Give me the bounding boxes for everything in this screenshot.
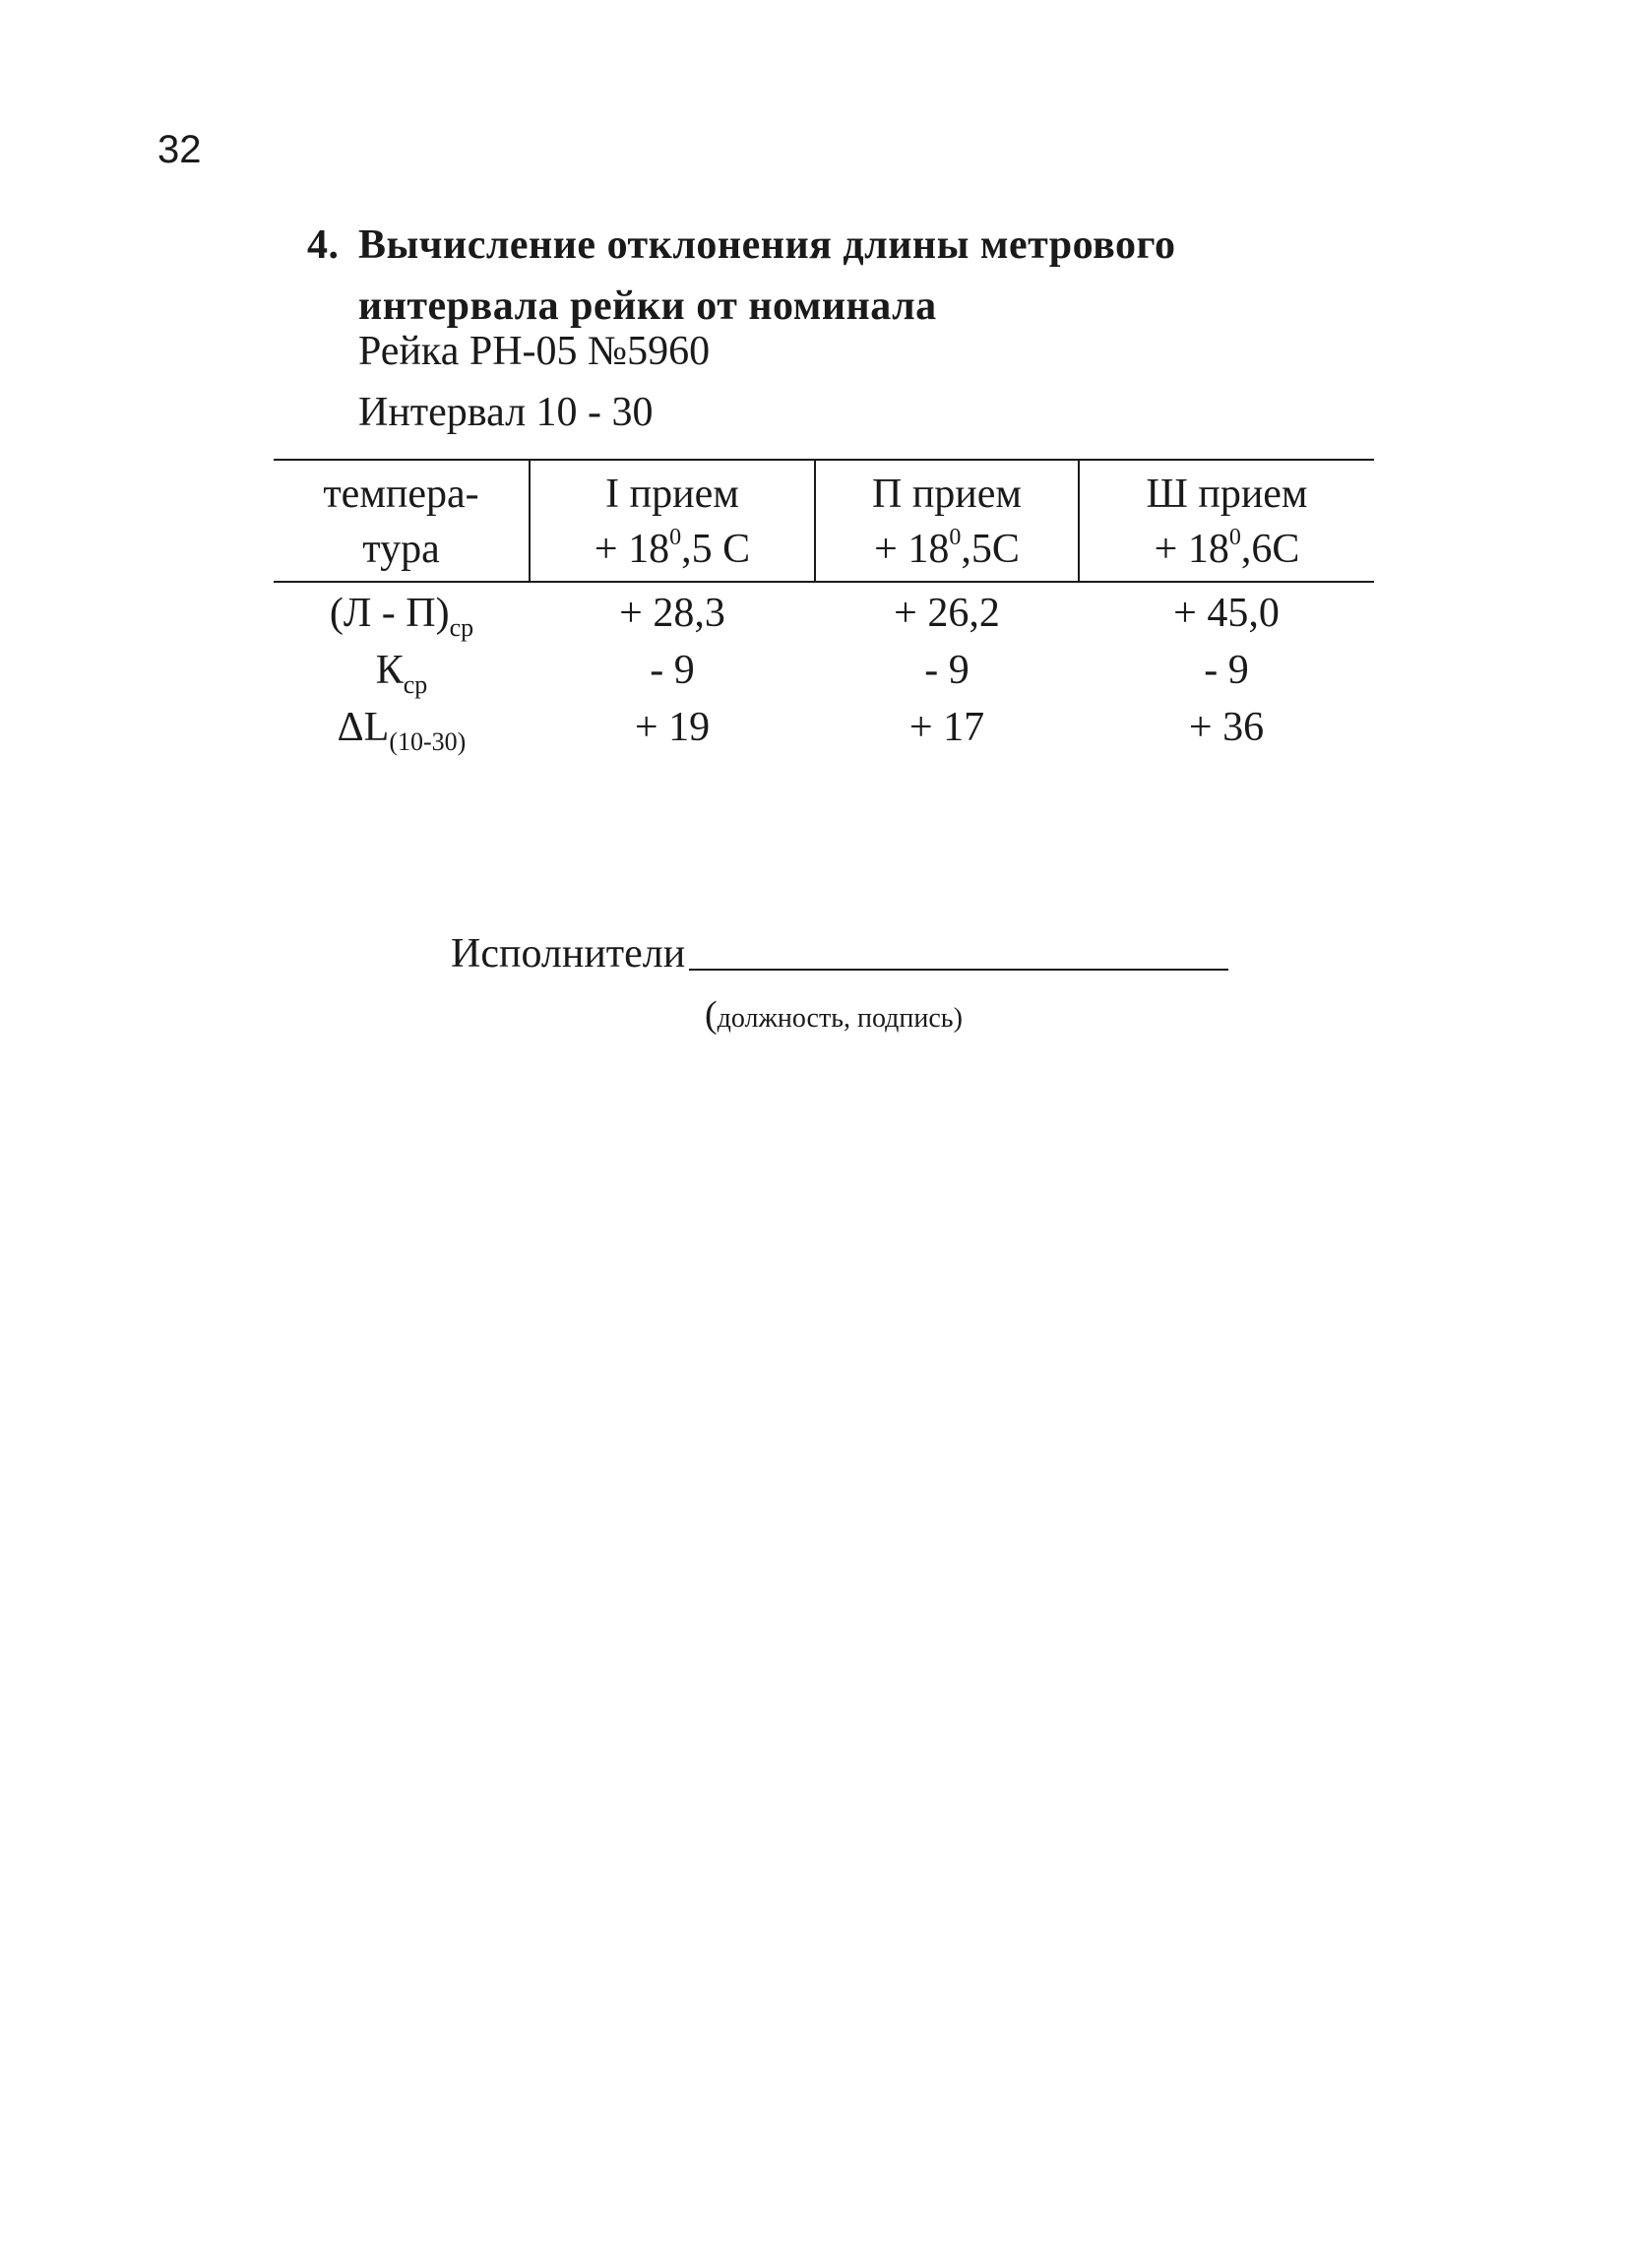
reception-title: I прием [605, 472, 739, 517]
row-label: $\Delta L_{(10-30)}$ [337, 705, 467, 756]
table-cell: + 26,2 [894, 591, 1000, 636]
table-row [274, 699, 1374, 756]
reception-temperature: + $18^0,6С$ [1154, 525, 1300, 572]
table-cell: + 28,3 [619, 591, 725, 636]
header-row [274, 460, 1374, 582]
header-reception-2 [815, 460, 1079, 582]
header-temperature-line2: тура [362, 527, 440, 572]
table-row [274, 582, 1374, 642]
section-heading [307, 215, 1390, 337]
header-reception-1 [530, 460, 815, 582]
interval-label: Интервал 10 - 30 [358, 390, 654, 435]
page-number: 32 [157, 128, 202, 171]
table-cell: + 17 [908, 705, 985, 750]
table-cell: + 45,0 [1173, 591, 1280, 636]
results-table [274, 459, 1374, 756]
row-label: $(Л - П)_{ср}$ [329, 591, 474, 642]
header-temperature [274, 460, 530, 582]
table-cell: - 9 [924, 648, 970, 693]
header-temperature-line1: темпера- [323, 472, 479, 517]
table-cell: + 19 [634, 705, 711, 750]
signature-caption: (должность, подпись) [705, 994, 963, 1036]
table-cell: + 36 [1188, 705, 1265, 750]
section-number: 4. [307, 222, 340, 268]
reception-temperature: + $18^0,5С$ [874, 525, 1020, 572]
signature-label: Исполнители [451, 931, 686, 976]
reception-title: Ш прием [1146, 472, 1308, 517]
reception-temperature: + $18^0,5$ С [594, 525, 751, 572]
header-reception-3 [1079, 460, 1374, 582]
rail-id: Рейка РН-05 №5960 [358, 329, 711, 374]
signature-block [451, 933, 1228, 975]
heading-line-1: Вычисление отклонения длины метрового [358, 222, 1176, 268]
table-cell: - 9 [1204, 648, 1249, 693]
reception-title: П прием [871, 472, 1022, 517]
table-row [274, 642, 1374, 699]
row-label: $К_{ср}$ [375, 648, 428, 699]
heading-line-2: интервала рейки от номинала [358, 284, 937, 329]
signature-line [689, 969, 1228, 971]
table-cell: - 9 [650, 648, 695, 693]
